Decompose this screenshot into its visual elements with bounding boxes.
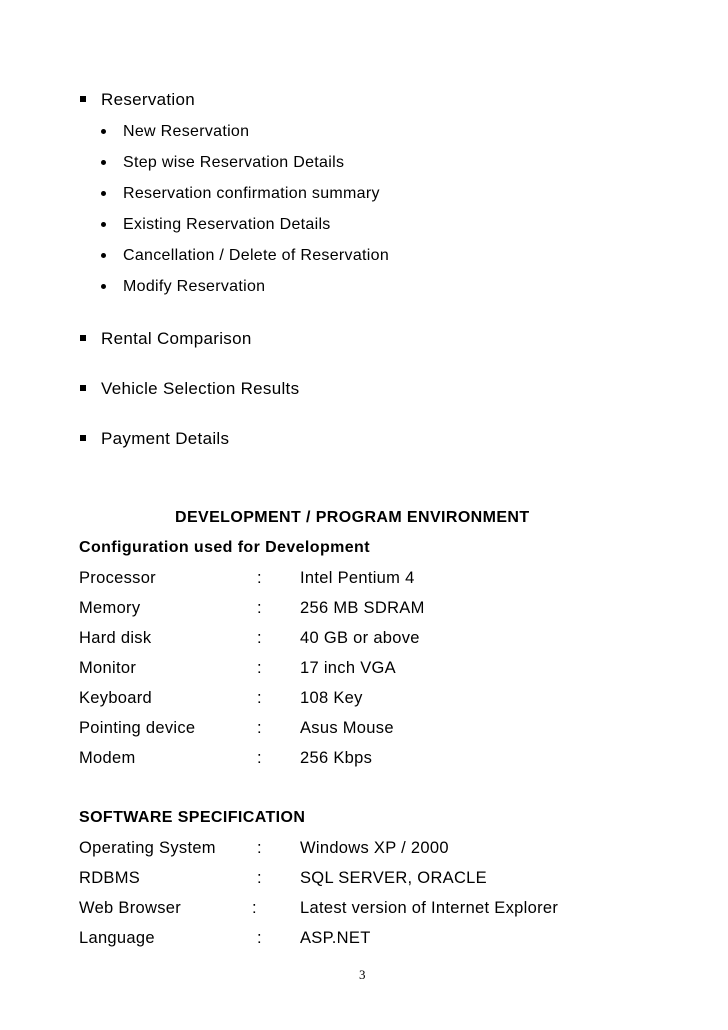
round-bullet-icon bbox=[101, 253, 106, 258]
spec-separator: : bbox=[257, 869, 262, 887]
round-bullet-icon bbox=[101, 284, 106, 289]
spec-separator: : bbox=[257, 689, 262, 707]
spec-separator: : bbox=[257, 599, 262, 617]
square-bullet-icon bbox=[80, 435, 86, 441]
round-bullet-icon bbox=[101, 222, 106, 227]
section-heading: DEVELOPMENT / PROGRAM ENVIRONMENT bbox=[175, 509, 530, 526]
spec-row bbox=[79, 929, 679, 951]
spec-separator: : bbox=[257, 839, 262, 857]
spec-separator: : bbox=[257, 659, 262, 677]
round-bullet-icon bbox=[101, 160, 106, 165]
spec-value: 40 GB or above bbox=[300, 629, 420, 647]
spec-value: Latest version of Internet Explorer bbox=[300, 899, 559, 917]
spec-separator: : bbox=[257, 749, 262, 767]
sub-item-label: Existing Reservation Details bbox=[123, 216, 331, 233]
sub-item-label: Reservation confirmation summary bbox=[123, 185, 380, 202]
spec-row bbox=[79, 719, 679, 741]
spec-value: Intel Pentium 4 bbox=[300, 569, 415, 587]
spec-key: Monitor bbox=[79, 659, 137, 677]
spec-value: 17 inch VGA bbox=[300, 659, 396, 677]
sub-item-label: Step wise Reservation Details bbox=[123, 154, 345, 171]
spec-key: Web Browser bbox=[79, 899, 182, 917]
spec-separator: : bbox=[257, 719, 262, 737]
spec-key: Memory bbox=[79, 599, 141, 617]
sub-item-label: Modify Reservation bbox=[123, 278, 266, 295]
spec-key: Pointing device bbox=[79, 719, 196, 737]
round-bullet-icon bbox=[101, 129, 106, 134]
page-number: 3 bbox=[359, 967, 366, 982]
spec-row bbox=[79, 599, 679, 621]
feature-label: Reservation bbox=[101, 90, 196, 109]
spec-value: 108 Key bbox=[300, 689, 363, 707]
spec-row bbox=[79, 689, 679, 711]
spec-row bbox=[79, 569, 679, 591]
round-bullet-icon bbox=[101, 191, 106, 196]
spec-value: SQL SERVER, ORACLE bbox=[300, 869, 487, 887]
spec-key: RDBMS bbox=[79, 869, 141, 887]
feature-label: Vehicle Selection Results bbox=[101, 379, 300, 398]
spec-value: 256 Kbps bbox=[300, 749, 373, 767]
feature-label: Rental Comparison bbox=[101, 329, 252, 348]
spec-row bbox=[79, 659, 679, 681]
spec-separator: : bbox=[257, 629, 262, 647]
spec-key: Language bbox=[79, 929, 155, 947]
square-bullet-icon bbox=[80, 96, 86, 102]
spec-key: Operating System bbox=[79, 839, 216, 857]
spec-key: Keyboard bbox=[79, 689, 153, 707]
spec-value: Windows XP / 2000 bbox=[300, 839, 449, 857]
spec-separator: : bbox=[252, 899, 257, 917]
spec-key: Processor bbox=[79, 569, 156, 587]
sub-item-label: New Reservation bbox=[123, 123, 250, 140]
spec-row bbox=[79, 839, 679, 861]
square-bullet-icon bbox=[80, 385, 86, 391]
sub-item-label: Cancellation / Delete of Reservation bbox=[123, 247, 390, 264]
feature-label: Payment Details bbox=[101, 429, 230, 448]
spec-value: ASP.NET bbox=[300, 929, 371, 947]
spec-row bbox=[79, 749, 679, 771]
hardware-title: Configuration used for Development bbox=[79, 539, 370, 556]
spec-value: Asus Mouse bbox=[300, 719, 394, 737]
software-title: SOFTWARE SPECIFICATION bbox=[79, 809, 306, 826]
spec-value: 256 MB SDRAM bbox=[300, 599, 425, 617]
spec-key: Hard disk bbox=[79, 629, 152, 647]
spec-separator: : bbox=[257, 929, 262, 947]
square-bullet-icon bbox=[80, 335, 86, 341]
spec-separator: : bbox=[257, 569, 262, 587]
spec-row bbox=[79, 629, 679, 651]
spec-row bbox=[79, 869, 679, 891]
spec-key: Modem bbox=[79, 749, 136, 767]
spec-row bbox=[79, 899, 679, 921]
